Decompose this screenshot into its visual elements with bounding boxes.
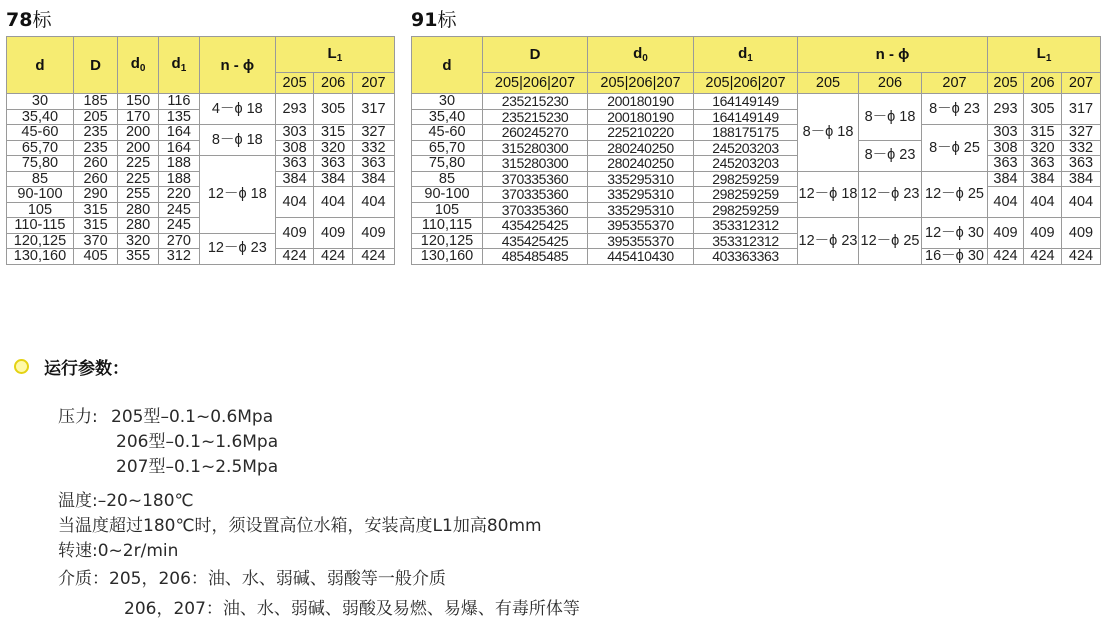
- table-cell: 409: [352, 218, 394, 249]
- table-row: [7, 156, 395, 172]
- table-cell: 305: [1024, 94, 1062, 125]
- table-cell: 290: [73, 187, 117, 203]
- col-n-phi: n - ϕ: [798, 37, 988, 73]
- table-cell: 164149149: [694, 94, 798, 110]
- table-cell: 255: [118, 187, 159, 203]
- table-row: [412, 156, 1101, 172]
- col-L1-205: 205: [988, 73, 1024, 94]
- table-cell: 315: [314, 125, 353, 141]
- table-cell: 308: [275, 140, 314, 156]
- table-cell: 293: [988, 94, 1024, 125]
- table-cell: 370: [73, 233, 117, 249]
- table-cell: 404: [1062, 187, 1101, 218]
- pressure-205: 205型–0.1~0.6Mpa: [111, 407, 274, 427]
- table-cell: 164149149: [694, 109, 798, 125]
- table-row: [412, 249, 1101, 265]
- table-row: [412, 187, 1101, 203]
- n-phi-cell: 12－ϕ 30: [922, 218, 988, 249]
- table-cell: 130,160: [412, 249, 483, 265]
- table-cell: 320: [314, 140, 353, 156]
- table-cell: 105: [412, 202, 483, 218]
- n-phi-cell: 8－ϕ 25: [922, 125, 988, 172]
- table-cell: 404: [314, 187, 353, 218]
- table-cell: 120,125: [412, 233, 483, 249]
- table-cell: 120,125: [7, 233, 74, 249]
- col-n-phi-207: 207: [922, 73, 988, 94]
- medium-206-207: 206，207：油、水、弱碱、弱酸及易燃、易爆、有毒所体等: [124, 599, 580, 619]
- table-row: [412, 94, 1101, 110]
- table-cell: 332: [352, 140, 394, 156]
- table-cell: 164: [158, 140, 199, 156]
- table-cell: 245203203: [694, 140, 798, 156]
- table-cell: 164: [158, 125, 199, 141]
- table-cell: 75,80: [7, 156, 74, 172]
- col-n-phi-206: 206: [859, 73, 922, 94]
- table-cell: 315280300: [483, 140, 588, 156]
- n-phi-cell: 12－ϕ 23: [859, 171, 922, 218]
- table-cell: 370335360: [483, 202, 588, 218]
- table-cell: 384: [988, 171, 1024, 187]
- table-cell: 85: [7, 171, 74, 187]
- table-cell: 370335360: [483, 171, 588, 187]
- table-cell: 245203203: [694, 156, 798, 172]
- table-cell: 30: [412, 94, 483, 110]
- n-phi-cell: 8－ϕ 18: [859, 94, 922, 141]
- table-row: [7, 94, 395, 110]
- col-d0: $d_0$: [588, 37, 694, 73]
- table-cell: 363: [314, 156, 353, 172]
- table-cell: 363: [1024, 156, 1062, 172]
- table-cell: 395355370: [588, 233, 694, 249]
- col-L1: $L_1$: [988, 37, 1101, 73]
- table-cell: 270: [158, 233, 199, 249]
- table-row: [412, 125, 1101, 141]
- table-cell: 303: [275, 125, 314, 141]
- table-cell: 85: [412, 171, 483, 187]
- table-cell: 185: [73, 94, 117, 110]
- table-cell: 200: [118, 125, 159, 141]
- table-cell: 293: [275, 94, 314, 125]
- table-cell: 220: [158, 187, 199, 203]
- table-cell: 327: [352, 125, 394, 141]
- rotation-speed: 转速:0~2r/min: [58, 541, 179, 561]
- n-phi-cell: 8－ϕ 18: [199, 125, 275, 156]
- table-cell: 363: [275, 156, 314, 172]
- table-cell: 205: [73, 109, 117, 125]
- table-cell: 327: [1062, 125, 1101, 141]
- table-cell: 200180190: [588, 94, 694, 110]
- table-cell: 384: [1062, 171, 1101, 187]
- left-spec-table: [6, 36, 395, 265]
- table-cell: 188: [158, 156, 199, 172]
- table-cell: 225: [118, 171, 159, 187]
- table-cell: 260: [73, 171, 117, 187]
- col-L1-207: 207: [1062, 73, 1101, 94]
- table-cell: 130,160: [7, 249, 74, 265]
- table-cell: 409: [1062, 218, 1101, 249]
- n-phi-cell: 12－ϕ 18: [199, 156, 275, 234]
- table-cell: 317: [352, 94, 394, 125]
- col-D: D: [483, 37, 588, 73]
- table-cell: 424: [275, 249, 314, 265]
- col-d0: $d_0$: [118, 37, 159, 94]
- table-cell: 245: [158, 202, 199, 218]
- table-cell: 363: [1062, 156, 1101, 172]
- n-phi-cell: 4－ϕ 18: [199, 94, 275, 125]
- temperature: 温度:–20~180℃: [58, 491, 194, 511]
- table-cell: 35,40: [412, 109, 483, 125]
- table-cell: 409: [1024, 218, 1062, 249]
- col-d1: $d_1$: [694, 37, 798, 73]
- table-cell: 384: [352, 171, 394, 187]
- table-cell: 235: [73, 125, 117, 141]
- table-cell: 424: [988, 249, 1024, 265]
- col-n-phi: n - ϕ: [199, 37, 275, 94]
- table-cell: 409: [988, 218, 1024, 249]
- table-cell: 35,40: [7, 109, 74, 125]
- table-cell: 315280300: [483, 156, 588, 172]
- table-cell: 245: [158, 218, 199, 234]
- table-cell: 320: [118, 233, 159, 249]
- table-cell: 45-60: [7, 125, 74, 141]
- table-cell: 188: [158, 171, 199, 187]
- table-cell: 298259259: [694, 202, 798, 218]
- table-cell: 355: [118, 249, 159, 265]
- table-cell: 403363363: [694, 249, 798, 265]
- table-cell: 424: [1062, 249, 1101, 265]
- table-cell: 409: [275, 218, 314, 249]
- col-L1-207: 207: [352, 73, 394, 94]
- table-cell: 110,115: [412, 218, 483, 234]
- table-cell: 404: [275, 187, 314, 218]
- table-cell: 200180190: [588, 109, 694, 125]
- table-cell: 445410430: [588, 249, 694, 265]
- table-cell: 317: [1062, 94, 1101, 125]
- temperature-note: 当温度超过180℃时，须设置高位水箱，安装高度L1加高80mm: [58, 516, 542, 536]
- n-phi-cell: 8－ϕ 23: [859, 140, 922, 171]
- table-cell: 280240250: [588, 140, 694, 156]
- table-cell: 384: [314, 171, 353, 187]
- bullet-icon: [14, 359, 29, 374]
- table-cell: 235215230: [483, 94, 588, 110]
- table-cell: 260: [73, 156, 117, 172]
- table-cell: 320: [1024, 140, 1062, 156]
- table-cell: 424: [314, 249, 353, 265]
- table-cell: 409: [314, 218, 353, 249]
- table-cell: 363: [352, 156, 394, 172]
- table-cell: 424: [352, 249, 394, 265]
- col-d1-sub: 205|206|207: [694, 73, 798, 94]
- n-phi-cell: 8－ϕ 23: [922, 94, 988, 125]
- table-cell: 424: [1024, 249, 1062, 265]
- table-cell: 110-115: [7, 218, 74, 234]
- table-cell: 65,70: [412, 140, 483, 156]
- table-cell: 298259259: [694, 171, 798, 187]
- table-cell: 90-100: [412, 187, 483, 203]
- col-n-phi-205: 205: [798, 73, 859, 94]
- col-d: d: [412, 37, 483, 94]
- table-cell: 30: [7, 94, 74, 110]
- table-cell: 280240250: [588, 156, 694, 172]
- col-d0-sub: 205|206|207: [588, 73, 694, 94]
- n-phi-cell: 12－ϕ 25: [922, 171, 988, 218]
- table-cell: 235: [73, 140, 117, 156]
- table-cell: 353312312: [694, 233, 798, 249]
- col-d1: $d_1$: [158, 37, 199, 94]
- table-cell: 435425425: [483, 233, 588, 249]
- table-cell: 75,80: [412, 156, 483, 172]
- right-table-title: 91标: [411, 9, 457, 31]
- right-spec-table: [411, 36, 1101, 265]
- table-cell: 116: [158, 94, 199, 110]
- table-cell: 370335360: [483, 187, 588, 203]
- table-cell: 384: [1024, 171, 1062, 187]
- table-cell: 404: [1024, 187, 1062, 218]
- table-cell: 485485485: [483, 249, 588, 265]
- table-cell: 308: [988, 140, 1024, 156]
- left-table-title: 78标: [6, 9, 52, 31]
- table-cell: 332: [1062, 140, 1101, 156]
- medium-205-206: 介质：205，206：油、水、弱碱、弱酸等一般介质: [58, 569, 446, 589]
- table-cell: 280: [118, 202, 159, 218]
- table-cell: 105: [7, 202, 74, 218]
- params-heading: 运行参数：: [14, 354, 129, 379]
- n-phi-cell: 12－ϕ 23: [199, 233, 275, 264]
- table-row: [7, 125, 395, 141]
- table-cell: 235215230: [483, 109, 588, 125]
- table-cell: 335295310: [588, 187, 694, 203]
- pressure-label: 压力:: [58, 407, 98, 427]
- n-phi-cell: 12－ϕ 23: [798, 218, 859, 265]
- pressure-206: 206型–0.1~1.6Mpa: [116, 432, 279, 452]
- table-cell: 303: [988, 125, 1024, 141]
- table-cell: 335295310: [588, 171, 694, 187]
- table-cell: 90-100: [7, 187, 74, 203]
- table-cell: 225210220: [588, 125, 694, 141]
- table-cell: 315: [73, 202, 117, 218]
- col-D-sub: 205|206|207: [483, 73, 588, 94]
- table-cell: 225: [118, 156, 159, 172]
- table-cell: 312: [158, 249, 199, 265]
- table-cell: 150: [118, 94, 159, 110]
- table-cell: 404: [988, 187, 1024, 218]
- col-d: d: [7, 37, 74, 94]
- table-cell: 135: [158, 109, 199, 125]
- n-phi-cell: 8－ϕ 18: [798, 94, 859, 172]
- col-L1-206: 206: [1024, 73, 1062, 94]
- table-cell: 395355370: [588, 218, 694, 234]
- table-cell: 45-60: [412, 125, 483, 141]
- table-cell: 65,70: [7, 140, 74, 156]
- table-cell: 188175175: [694, 125, 798, 141]
- table-cell: 298259259: [694, 187, 798, 203]
- table-cell: 405: [73, 249, 117, 265]
- col-D: D: [73, 37, 117, 94]
- col-L1: $L_1$: [275, 37, 394, 73]
- n-phi-cell: 12－ϕ 18: [798, 171, 859, 218]
- table-cell: 404: [352, 187, 394, 218]
- table-cell: 315: [73, 218, 117, 234]
- pressure-207: 207型–0.1~2.5Mpa: [116, 457, 279, 477]
- table-cell: 353312312: [694, 218, 798, 234]
- table-row: [412, 140, 1101, 156]
- table-cell: 280: [118, 218, 159, 234]
- table-cell: 435425425: [483, 218, 588, 234]
- col-L1-206: 206: [314, 73, 353, 94]
- table-cell: 200: [118, 140, 159, 156]
- table-cell: 384: [275, 171, 314, 187]
- n-phi-cell: 16－ϕ 30: [922, 249, 988, 265]
- table-cell: 315: [1024, 125, 1062, 141]
- table-row: [412, 171, 1101, 187]
- table-cell: 170: [118, 109, 159, 125]
- table-cell: 260245270: [483, 125, 588, 141]
- table-row: [412, 218, 1101, 234]
- table-cell: 305: [314, 94, 353, 125]
- table-cell: 363: [988, 156, 1024, 172]
- col-L1-205: 205: [275, 73, 314, 94]
- table-cell: 335295310: [588, 202, 694, 218]
- n-phi-cell: 12－ϕ 25: [859, 218, 922, 265]
